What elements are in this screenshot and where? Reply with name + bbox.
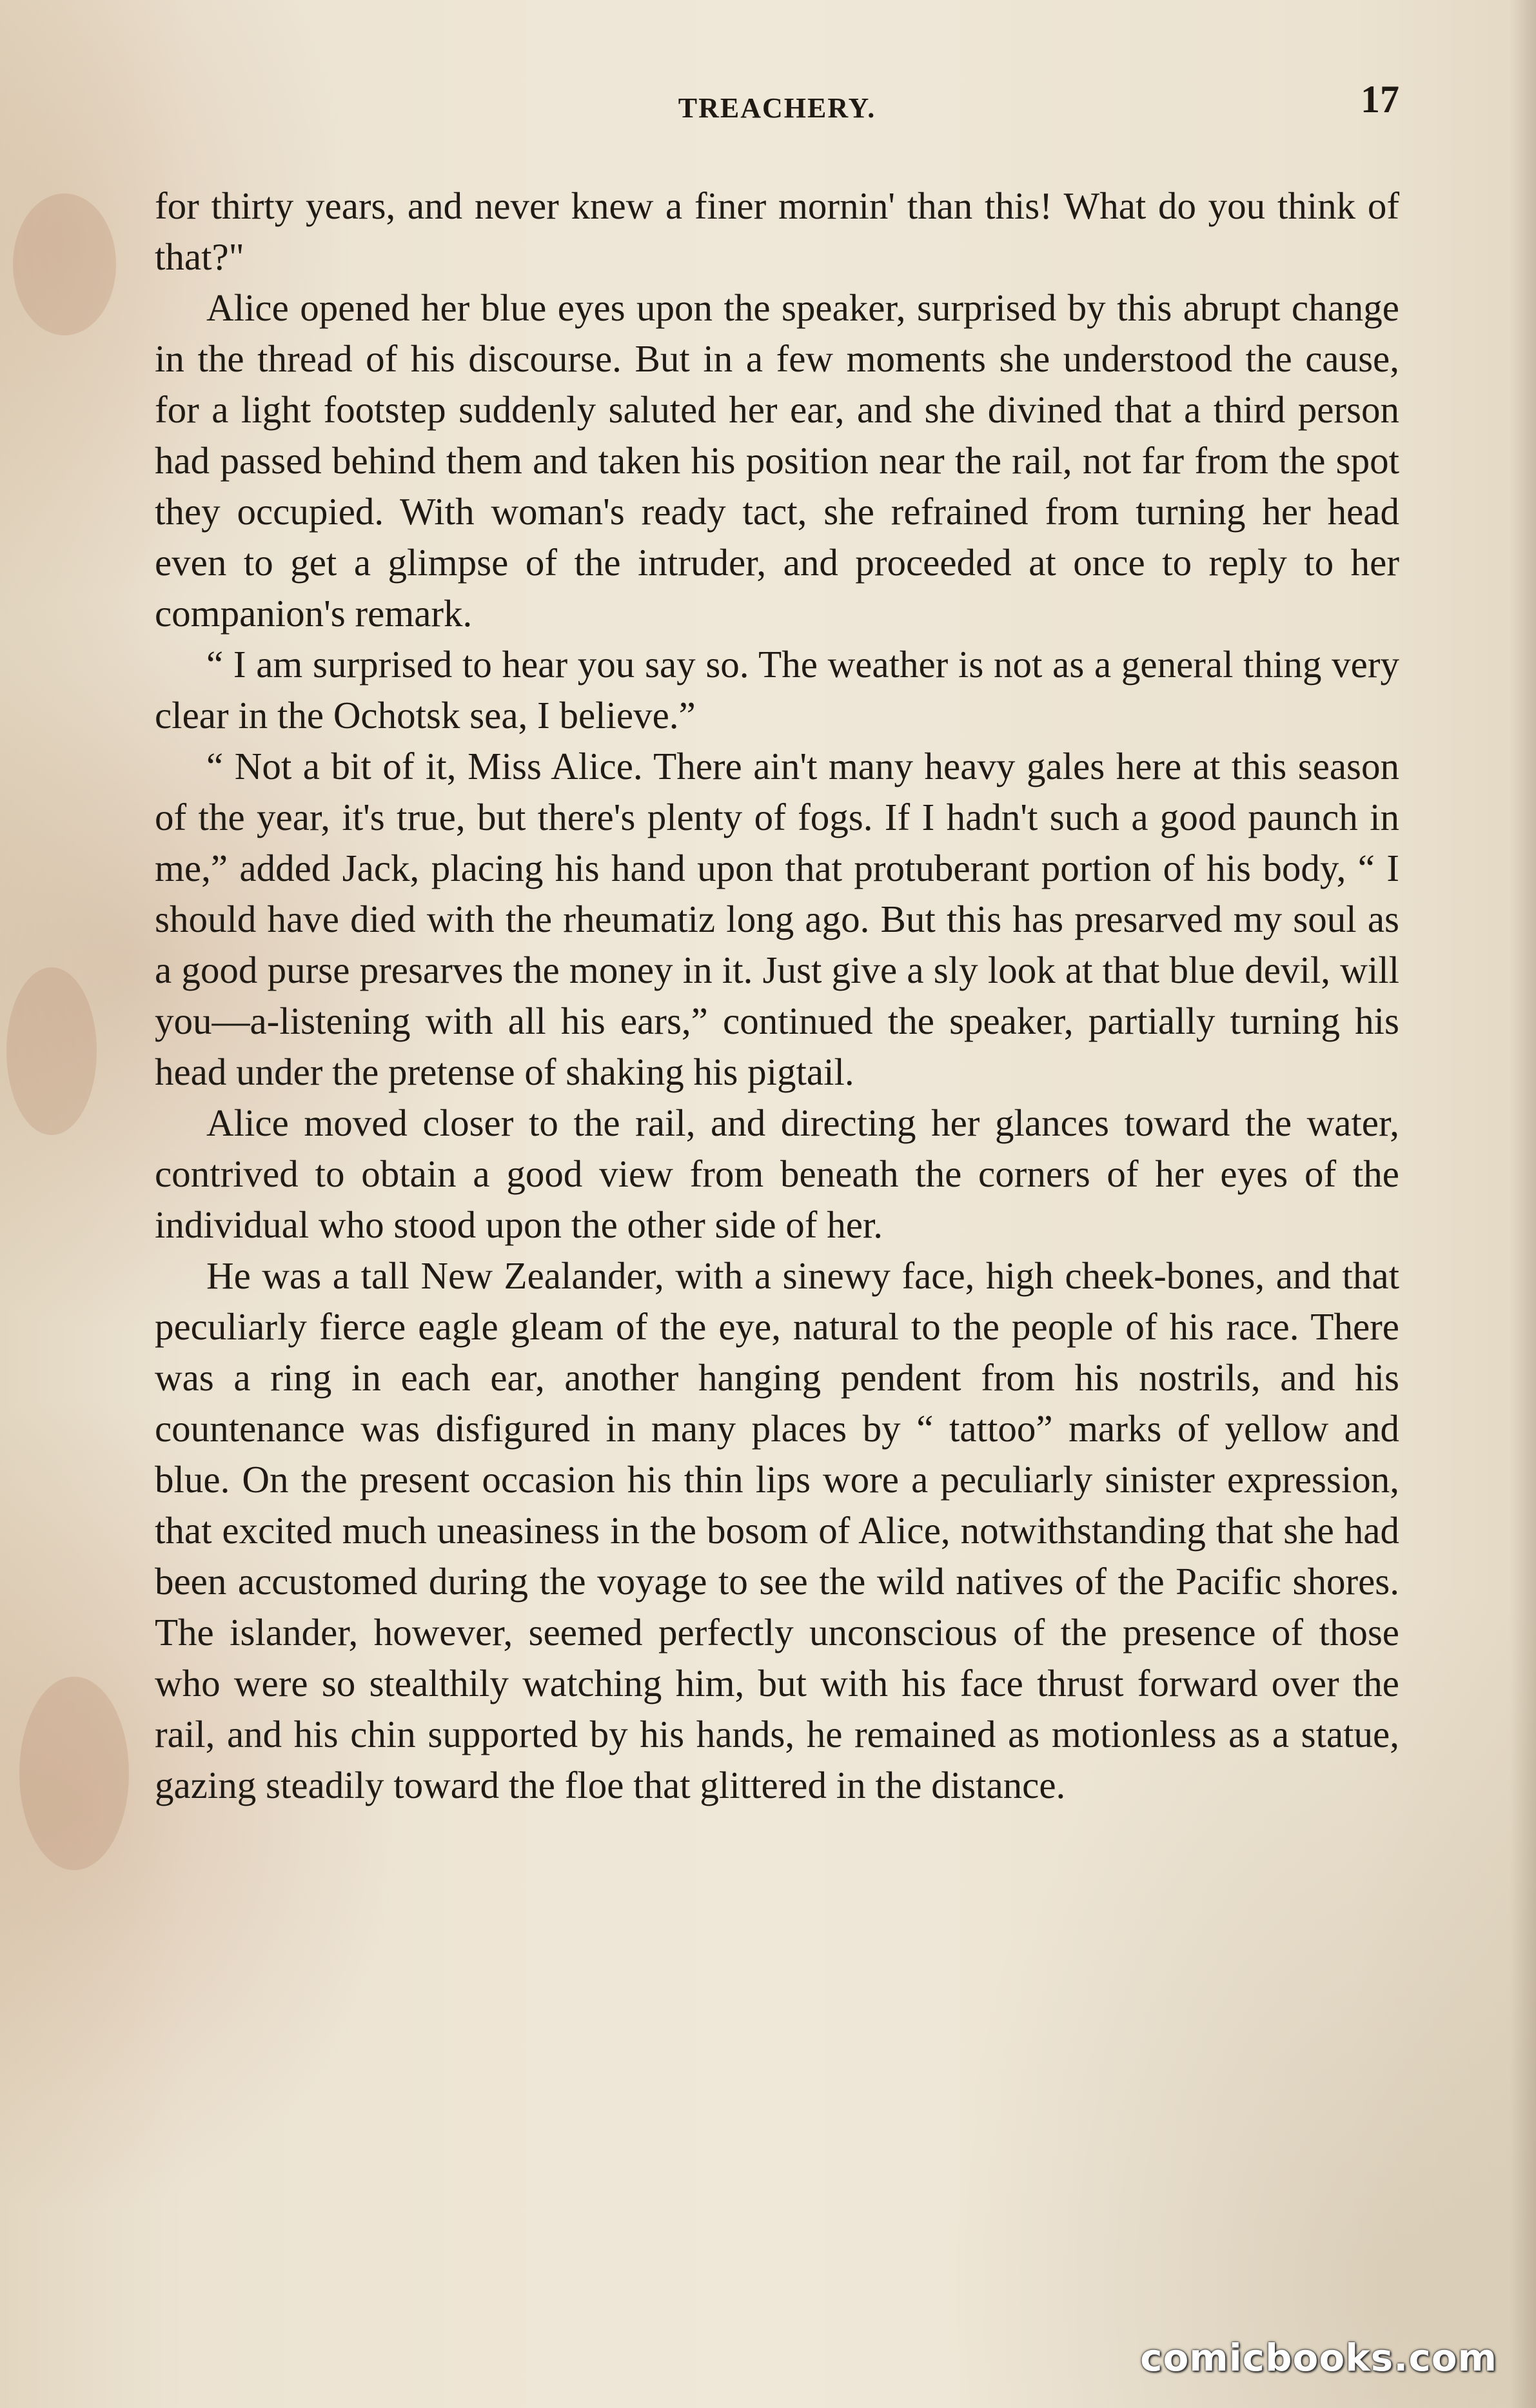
paragraph: Alice moved closer to the rail, and directing her glances toward the water, contrived to obtain a good view from beneath the corners of her eyes of the individual who stood upon the other side of her. xyxy=(155,1101,1399,1246)
paragraph: for thirty years, and never knew a finer mornin' than this! What do you think of that?" xyxy=(155,184,1399,278)
paragraph: “ I am surprised to hear you say so. The weather is not as a general thing very clear in the Ochotsk sea, I believe.” xyxy=(155,643,1399,736)
page-number: 17 xyxy=(1361,78,1399,121)
running-head: TREACHERY. xyxy=(678,92,876,124)
paragraph: Alice opened her blue eyes upon the speaker, surprised by this abrupt change in the thread of his discourse. But in a few moments she understood the cause, for a light footstep suddenly saluted her ear, and she divined that a third person had passed behind them and taken his position near the rail, not far from the spot they occupied. With woman's ready tact, she refrained from turning her head even to get a glimpse of the intruder, and proceeded at once to reply to her companion's remark. xyxy=(155,286,1399,635)
foxing-stain xyxy=(13,193,116,335)
paragraph: “ Not a bit of it, Miss Alice. There ain't many heavy gales here at this season of the year, it's true, but there's plenty of fogs. If I hadn't such a good paunch in me,” added Jack, placing his hand upon that protuberant portion of his body, “ I should have died with the rheumatiz long ago. But this has presarved my soul as a good purse presarves the money in it. Just give a sly look at that blue devil, will you—a-listening with all his ears,” continued the speaker, partially turning his head under the pretense of shaking his pigtail. xyxy=(155,745,1399,1093)
page-edge-shadow xyxy=(1510,0,1536,2408)
body-text xyxy=(155,181,1399,1811)
page-header xyxy=(155,77,1399,129)
foxing-stain xyxy=(6,967,97,1135)
paragraph: He was a tall New Zealander, with a sinewy face, high cheek-bones, and that peculiarly fierce eagle gleam of the eye, natural to the people of his race. There was a ring in each ear, another hanging pendent from his nostrils, and his countenance was disfigured in many places by “ tattoo” marks of yellow and blue. On the present occasion his thin lips wore a peculiarly sinister expression, that excited much uneasiness in the bosom of Alice, notwithstanding that she had been accustomed during the voyage to see the wild natives of the Pacific shores. The islander, however, seemed perfectly unconscious of the presence of those who were so stealthily watching him, but with his face thrust forward over the rail, and his chin supported by his hands, he remained as motionless as a statue, gazing steadily toward the floe that glittered in the distance. xyxy=(155,1254,1399,1806)
watermark: comicbooks.com xyxy=(1140,2336,1497,2380)
foxing-stain xyxy=(19,1677,129,1870)
